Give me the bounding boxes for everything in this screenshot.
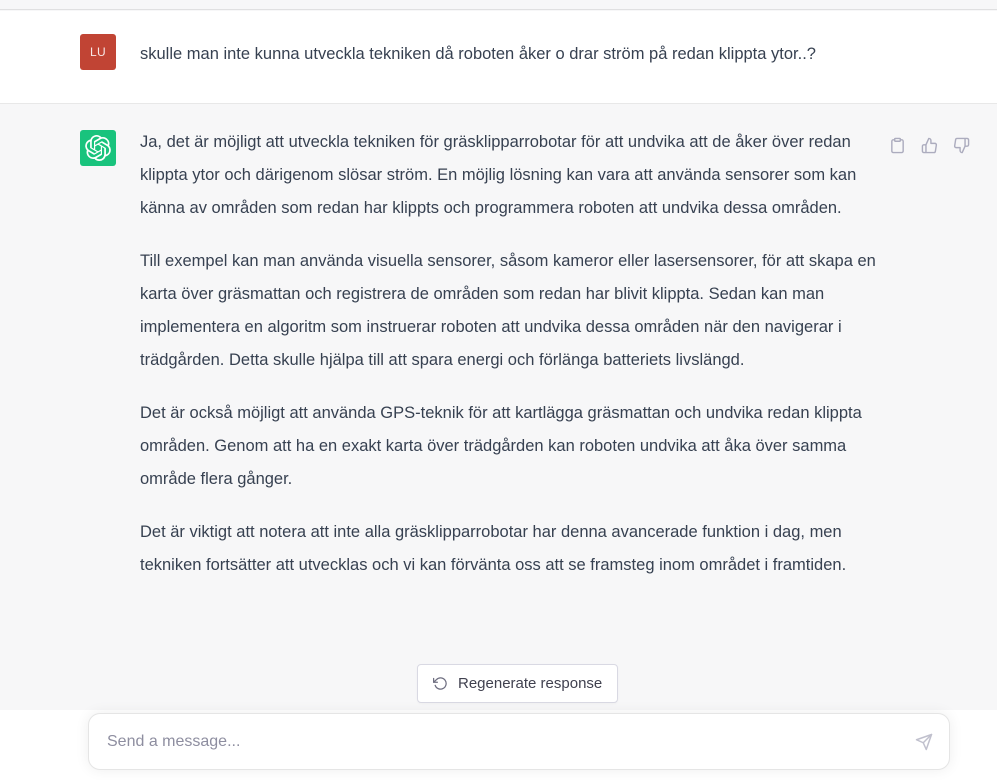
assistant-avatar [80, 130, 116, 166]
message-action-bar [888, 136, 970, 154]
assistant-message-text [140, 126, 888, 582]
copy-icon[interactable] [888, 136, 906, 154]
openai-logo-icon [85, 135, 111, 161]
assistant-paragraph-1: Ja, det är möjligt att utveckla tekniken för gräsklipparrobotar för att undvika att de åker över redan klippta ytor och därigenom slösar ström. En möjlig lösning kan vara att använda sensorer som kan känna av områden som redan har klippts och programmera roboten att undvika dessa områden. [140, 133, 857, 217]
message-input[interactable] [89, 714, 949, 769]
thumbs-up-icon[interactable] [920, 136, 938, 154]
assistant-message-row [0, 104, 997, 710]
thumbs-down-icon[interactable] [952, 136, 970, 154]
regenerate-icon [433, 676, 448, 691]
user-message-text: skulle man inte kunna utveckla tekniken då roboten åker o drar ström på redan klippta ytor..? [140, 45, 816, 63]
regenerate-response-button[interactable] [417, 664, 618, 703]
user-message-row [0, 11, 997, 104]
send-icon[interactable] [913, 731, 935, 753]
user-avatar [80, 34, 116, 70]
regenerate-label: Regenerate response [458, 675, 603, 692]
assistant-paragraph-2: Till exempel kan man använda visuella sensorer, såsom kameror eller lasersensorer, för att skapa en karta över gräsmattan och registrera de områden som redan har blivit klippta. Sedan kan man implementera en algoritm som instruerar roboten att undvika dessa områden när den navigerar i trädgården. Detta skulle hjälpa till att spara energi och förlänga batteriets livslängd. [140, 252, 876, 369]
composer-box [88, 713, 950, 770]
assistant-paragraph-3: Det är också möjligt att använda GPS-teknik för att kartlägga gräsmattan och undvika redan klippta områden. Genom att ha en exakt karta över trädgården kan roboten undvika att åka över samma område flera gånger. [140, 404, 862, 488]
previous-message-edge [0, 0, 997, 10]
assistant-paragraph-4: Det är viktigt att notera att inte alla gräsklipparrobotar har denna avancerade funktion i dag, men tekniken fortsätter att utvecklas och vi kan förvänta oss att se framsteg inom området i framtiden. [140, 523, 847, 574]
user-avatar-initials: LU [90, 45, 106, 59]
